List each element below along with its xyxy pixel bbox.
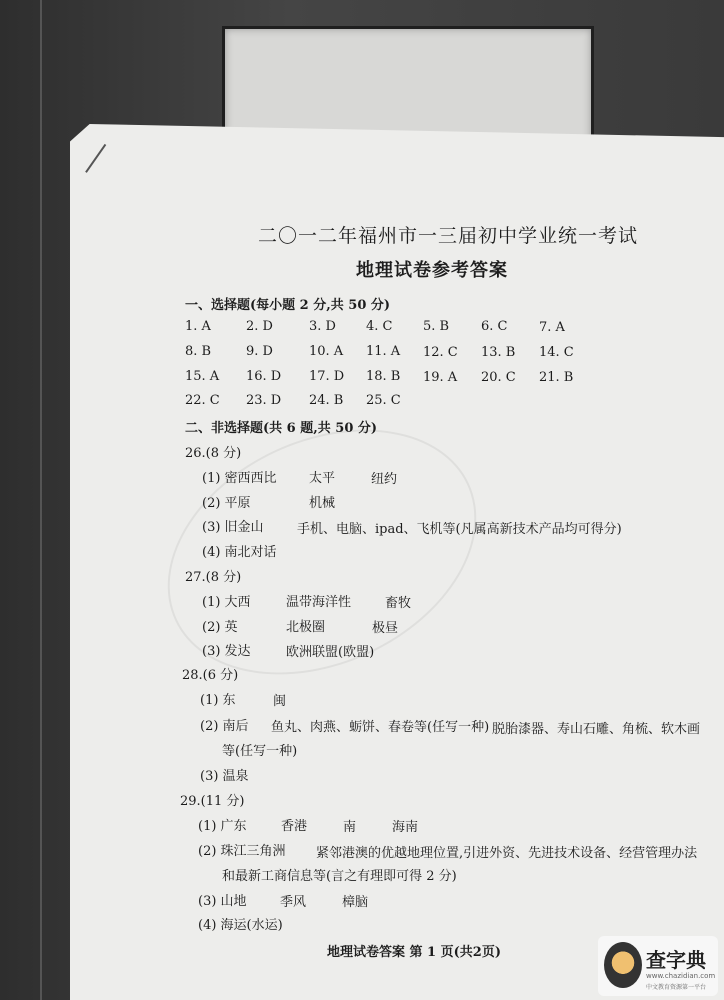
- answer-key-title: 地理试卷参考答案: [356, 260, 508, 281]
- mc-answer: 14. C: [539, 345, 574, 360]
- q26-answer-1: 太平: [309, 471, 336, 486]
- mc-answer: 2. D: [246, 319, 273, 334]
- q26-answer-2: (2) 平原: [202, 496, 251, 511]
- mc-answer: 17. D: [309, 369, 345, 384]
- q28-answer-2: (2) 南后: [200, 719, 249, 734]
- q27-answer-1: 畜牧: [385, 596, 412, 611]
- q29-answer-2-continued: 和最新工商信息等(言之有理即可得 2 分): [222, 869, 457, 884]
- mc-answer: 19. A: [423, 370, 458, 385]
- mc-answer: 5. B: [423, 319, 450, 334]
- q29-answer-2: (2) 珠江三角洲: [198, 844, 286, 859]
- mc-answer: 24. B: [309, 393, 344, 408]
- q29-answer-3: 樟脑: [342, 895, 369, 910]
- exam-title: 二〇一二年福州市一三届初中学业统一考试: [258, 225, 639, 247]
- q28-answer-1: (1) 东: [200, 693, 236, 708]
- q29-answer-4: (4) 海运(水运): [198, 918, 283, 933]
- mc-answer: 22. C: [185, 393, 220, 408]
- mc-answer: 23. D: [246, 393, 282, 408]
- mc-answer: 11. A: [366, 344, 401, 359]
- q27-answer-2: (2) 英: [202, 620, 238, 635]
- mc-answer: 25. C: [366, 393, 401, 408]
- page-footer: 地理试卷答案 第 1 页(共2页): [327, 945, 501, 960]
- q26-answer-2: 机械: [309, 496, 336, 511]
- mc-answer: 1. A: [185, 319, 211, 334]
- q26-answer-1: (1) 密西西比: [202, 471, 277, 486]
- q29-answer-3: (3) 山地: [198, 894, 247, 909]
- q28-answer-2: 脱胎漆器、寿山石雕、角梳、软木画: [492, 722, 701, 737]
- mc-answer: 6. C: [481, 319, 508, 334]
- mc-answer: 18. B: [366, 369, 401, 384]
- mc-answer: 12. C: [423, 345, 458, 360]
- mc-answer: 10. A: [309, 344, 344, 359]
- q26-answer-4: (4) 南北对话: [202, 545, 277, 560]
- q28-answer-1: 闽: [273, 694, 287, 709]
- logo-slogan: 中文教育资源第一平台: [646, 984, 707, 991]
- mc-answer: 16. D: [246, 369, 282, 384]
- mc-answer: 3. D: [309, 319, 336, 334]
- mc-answer: 4. C: [366, 319, 393, 334]
- section-1-heading: 一、选择题(每小题 2 分,共 50 分): [185, 298, 391, 313]
- q27-answer-1: 温带海洋性: [286, 595, 352, 610]
- mc-answer: 8. B: [185, 344, 212, 359]
- mc-answer: 15. A: [185, 369, 220, 384]
- q29-answer-2: 紧邻港澳的优越地理位置,引进外资、先进技术设备、经营管理办法: [316, 846, 698, 861]
- q28-answer-2: 鱼丸、肉燕、蛎饼、春卷等(任写一种): [271, 720, 490, 735]
- mc-answer: 21. B: [539, 370, 574, 385]
- q29-answer-1: (1) 广东: [198, 819, 247, 834]
- q28-answer-2-continued: 等(任写一种): [222, 744, 298, 759]
- logo-name: 查字典: [646, 948, 706, 972]
- question-28-heading: 28.(6 分): [182, 668, 239, 683]
- q29-answer-1: 南: [343, 820, 357, 835]
- q26-answer-1: 纽约: [371, 472, 398, 487]
- q26-answer-3: (3) 旧金山: [202, 520, 264, 535]
- mc-answer: 7. A: [539, 320, 565, 335]
- q29-answer-1: 香港: [281, 819, 308, 834]
- q28-answer-3: (3) 温泉: [200, 769, 249, 784]
- logo-url: www.chazidian.com: [646, 972, 716, 980]
- q27-answer-2: 极昼: [372, 621, 399, 636]
- question-27-heading: 27.(8 分): [185, 570, 242, 585]
- scanner-edge: [40, 0, 42, 1000]
- q27-answer-3: (3) 发达: [202, 644, 251, 659]
- question-29-heading: 29.(11 分): [180, 794, 245, 809]
- section-2-heading: 二、非选择题(共 6 题,共 50 分): [185, 421, 378, 436]
- q29-answer-3: 季风: [280, 895, 307, 910]
- mascot-icon: [604, 942, 642, 988]
- q27-answer-3: 欧洲联盟(欧盟): [286, 645, 375, 660]
- mc-answer: 9. D: [246, 344, 273, 359]
- question-26-heading: 26.(8 分): [185, 446, 242, 461]
- q27-answer-1: (1) 大西: [202, 595, 251, 610]
- mc-answer: 13. B: [481, 345, 516, 360]
- q27-answer-2: 北极圈: [286, 620, 326, 635]
- mc-answer: 20. C: [481, 370, 516, 385]
- q29-answer-1: 海南: [392, 820, 419, 835]
- q26-answer-3: 手机、电脑、ipad、飞机等(凡属高新技术产品均可得分): [297, 522, 622, 537]
